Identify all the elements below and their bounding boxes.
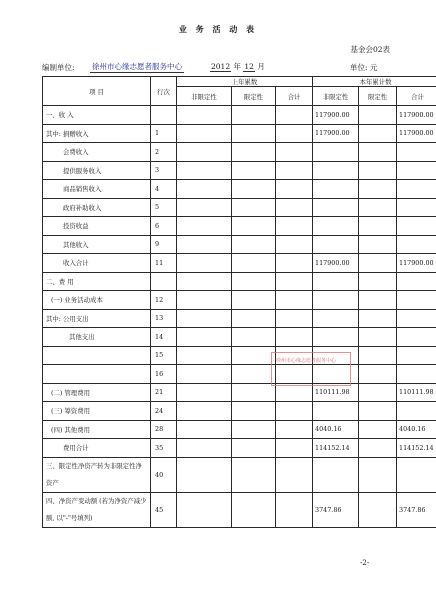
cell-value [276, 420, 313, 439]
table-row [43, 420, 436, 439]
row-line: 16 [151, 365, 177, 384]
cell-value [276, 254, 313, 273]
cell-value [397, 272, 436, 291]
row-item: 其中: 捐赠收入 [43, 124, 151, 143]
cell-value [359, 161, 397, 180]
cell-value [232, 439, 276, 458]
cell-value [359, 439, 397, 458]
cell-value [276, 235, 313, 254]
row-line: 28 [151, 420, 177, 439]
table-row [43, 124, 436, 143]
table-row [43, 235, 436, 254]
cell-value: 117900.00 [313, 124, 359, 143]
row-line: 21 [151, 383, 177, 402]
cell-value [276, 291, 313, 310]
cell-value [177, 180, 232, 199]
month-char: 月 [257, 62, 265, 71]
cell-value [232, 254, 276, 273]
unit-name: 徐州市心缘志愿者服务中心 [92, 62, 182, 71]
cell-value: 3747.86 [397, 492, 436, 527]
cell-value [177, 254, 232, 273]
row-item: 投资收益 [43, 217, 151, 236]
table-row [43, 198, 436, 217]
cell-value [313, 291, 359, 310]
cell-value [313, 272, 359, 291]
cell-value [397, 457, 436, 492]
cell-value [276, 439, 313, 458]
cell-value [177, 235, 232, 254]
row-item: 其他收入 [43, 235, 151, 254]
page-number: -2- [360, 559, 370, 567]
table-row [43, 309, 436, 328]
report-period [210, 61, 265, 72]
col-header-line: 行次 [151, 77, 177, 106]
cell-value: 117900.00 [313, 254, 359, 273]
cell-value [177, 457, 232, 492]
cell-value [177, 124, 232, 143]
cell-value [276, 457, 313, 492]
col-header-total: 合计 [276, 87, 313, 106]
cell-value [232, 106, 276, 125]
table-row [43, 402, 436, 421]
cell-value: 3747.86 [313, 492, 359, 527]
cell-value [276, 180, 313, 199]
table-row [43, 365, 436, 384]
cell-value [359, 143, 397, 162]
table-row [43, 291, 436, 310]
row-line: 1 [151, 124, 177, 143]
row-line: 11 [151, 254, 177, 273]
cell-value [276, 402, 313, 421]
cell-value: 4040.16 [313, 420, 359, 439]
cell-value [232, 383, 276, 402]
table-row [43, 272, 436, 291]
unit-label: 编制单位: [42, 63, 75, 72]
cell-value [313, 180, 359, 199]
cell-value [313, 161, 359, 180]
cell-value [232, 365, 276, 384]
cell-value [313, 457, 359, 492]
cell-value [177, 106, 232, 125]
cell-value [232, 217, 276, 236]
cell-value: 110111.98 [313, 383, 359, 402]
cell-value [359, 272, 397, 291]
cell-value [359, 235, 397, 254]
cell-value [359, 420, 397, 439]
col-group-last-year: 上年累数 [177, 77, 313, 87]
cell-value [232, 272, 276, 291]
cell-value [232, 420, 276, 439]
cell-value [276, 143, 313, 162]
cell-value [232, 124, 276, 143]
cell-value [276, 106, 313, 125]
cell-value [359, 124, 397, 143]
stamp-text: 徐州市心缘志愿者服务中心 [276, 358, 337, 364]
cell-value [177, 346, 232, 365]
cell-value [313, 198, 359, 217]
table-row [43, 328, 436, 347]
year-char: 年 [233, 62, 241, 71]
table-row [43, 492, 436, 527]
cell-value [313, 328, 359, 347]
row-item: 其中: 公用支出 [43, 309, 151, 328]
cell-value: 114152.14 [397, 439, 436, 458]
table-row [43, 106, 436, 125]
cell-value [276, 198, 313, 217]
cell-value [313, 309, 359, 328]
form-number: 基金会02表 [350, 45, 390, 54]
row-item: 二、费 用 [43, 272, 151, 291]
cell-value [177, 420, 232, 439]
row-line: 24 [151, 402, 177, 421]
row-line: 35 [151, 439, 177, 458]
cell-value [177, 309, 232, 328]
cell-value: 117900.00 [313, 106, 359, 125]
cell-value [177, 217, 232, 236]
cell-value [359, 180, 397, 199]
cell-value [276, 272, 313, 291]
cell-value [276, 328, 313, 347]
cell-value [359, 291, 397, 310]
cell-value [177, 291, 232, 310]
table-row [43, 143, 436, 162]
cell-value [232, 198, 276, 217]
cell-value [177, 365, 232, 384]
cell-value: 4040.16 [397, 420, 436, 439]
page-title: 业 务 活 动 表 [178, 24, 258, 34]
cell-value [397, 235, 436, 254]
table-header-row [43, 77, 436, 87]
cell-value [276, 217, 313, 236]
cell-value [276, 161, 313, 180]
row-item: 商品销售收入 [43, 180, 151, 199]
cell-value [232, 235, 276, 254]
cell-value [359, 346, 397, 365]
row-line: 4 [151, 180, 177, 199]
row-item: 其他支出 [43, 328, 151, 347]
cell-value [276, 492, 313, 527]
cell-value [397, 328, 436, 347]
table-row [43, 457, 436, 492]
cell-value [397, 365, 436, 384]
activity-table [42, 76, 436, 528]
cell-value [276, 309, 313, 328]
table-row [43, 346, 436, 365]
cell-value [232, 328, 276, 347]
cell-value [232, 309, 276, 328]
row-line [151, 272, 177, 291]
row-line: 45 [151, 492, 177, 527]
row-line: 3 [151, 161, 177, 180]
cell-value: 117900.00 [397, 254, 436, 273]
cell-value [397, 198, 436, 217]
row-line: 5 [151, 198, 177, 217]
row-item: (二) 管理费用 [43, 383, 151, 402]
row-line: 9 [151, 235, 177, 254]
cell-value [177, 439, 232, 458]
cell-value [359, 383, 397, 402]
cell-value [232, 291, 276, 310]
cell-value [232, 457, 276, 492]
row-item: 会费收入 [43, 143, 151, 162]
cell-value [359, 402, 397, 421]
table-row [43, 180, 436, 199]
cell-value [313, 235, 359, 254]
cell-value [359, 492, 397, 527]
year-value: 2012 [211, 62, 231, 71]
cell-value [177, 492, 232, 527]
cell-value [177, 328, 232, 347]
cell-value [313, 217, 359, 236]
cell-value [359, 328, 397, 347]
cell-value [177, 272, 232, 291]
cell-value [359, 309, 397, 328]
cell-value [359, 365, 397, 384]
row-item [43, 365, 151, 384]
cell-value [359, 457, 397, 492]
cell-value [397, 161, 436, 180]
cell-value: 117900.00 [397, 124, 436, 143]
cell-value [177, 402, 232, 421]
col-header-total: 合计 [397, 87, 436, 106]
row-line: 40 [151, 457, 177, 492]
col-header-restricted: 限定性 [359, 87, 397, 106]
cell-value: 114152.14 [313, 439, 359, 458]
cell-value [232, 143, 276, 162]
row-item: 收入合计 [43, 254, 151, 273]
row-item: 政府补助收入 [43, 198, 151, 217]
cell-value [232, 402, 276, 421]
row-line: 2 [151, 143, 177, 162]
cell-value [359, 254, 397, 273]
table-row [43, 254, 436, 273]
row-item: 三、限定性净资产转为非限定性净资产 [43, 457, 151, 492]
col-header-unrestricted: 非限定性 [177, 87, 232, 106]
row-line [151, 106, 177, 125]
cell-value: 117900.00 [397, 106, 436, 125]
cell-value [359, 198, 397, 217]
cell-value [397, 180, 436, 199]
cell-value [276, 124, 313, 143]
row-item: 费用合计 [43, 439, 151, 458]
row-item: 一、收 入 [43, 106, 151, 125]
cell-value [397, 346, 436, 365]
row-line: 15 [151, 346, 177, 365]
cell-value [313, 143, 359, 162]
row-line: 13 [151, 309, 177, 328]
cell-value [177, 161, 232, 180]
row-line: 6 [151, 217, 177, 236]
row-item: 提供服务收入 [43, 161, 151, 180]
cell-value: 110111.98 [397, 383, 436, 402]
row-item: (三) 筹资费用 [43, 402, 151, 421]
money-unit: 单位: 元 [350, 63, 378, 72]
row-item [43, 346, 151, 365]
cell-value [313, 402, 359, 421]
cell-value [397, 291, 436, 310]
table-row [43, 439, 436, 458]
cell-value [359, 217, 397, 236]
month-value: 12 [244, 62, 254, 71]
row-item: (一) 业务活动成本 [43, 291, 151, 310]
row-item: (四) 其他费用 [43, 420, 151, 439]
row-line: 12 [151, 291, 177, 310]
col-group-this-year: 本年累计数 [313, 77, 436, 87]
col-header-unrestricted: 非限定性 [313, 87, 359, 106]
cell-value [397, 143, 436, 162]
table-row [43, 217, 436, 236]
table-row [43, 161, 436, 180]
cell-value [232, 346, 276, 365]
col-header-item: 项 目 [43, 77, 151, 106]
cell-value [232, 492, 276, 527]
row-item: 四、净资产变动额 (若为净资产减少额, 以"-"号填列) [43, 492, 151, 527]
col-header-restricted: 限定性 [232, 87, 276, 106]
cell-value [397, 402, 436, 421]
cell-value [359, 106, 397, 125]
cell-value [177, 198, 232, 217]
cell-value [232, 180, 276, 199]
cell-value [397, 217, 436, 236]
cell-value [397, 309, 436, 328]
cell-value [177, 143, 232, 162]
cell-value [177, 383, 232, 402]
cell-value [232, 161, 276, 180]
row-line: 14 [151, 328, 177, 347]
table-row [43, 383, 436, 402]
